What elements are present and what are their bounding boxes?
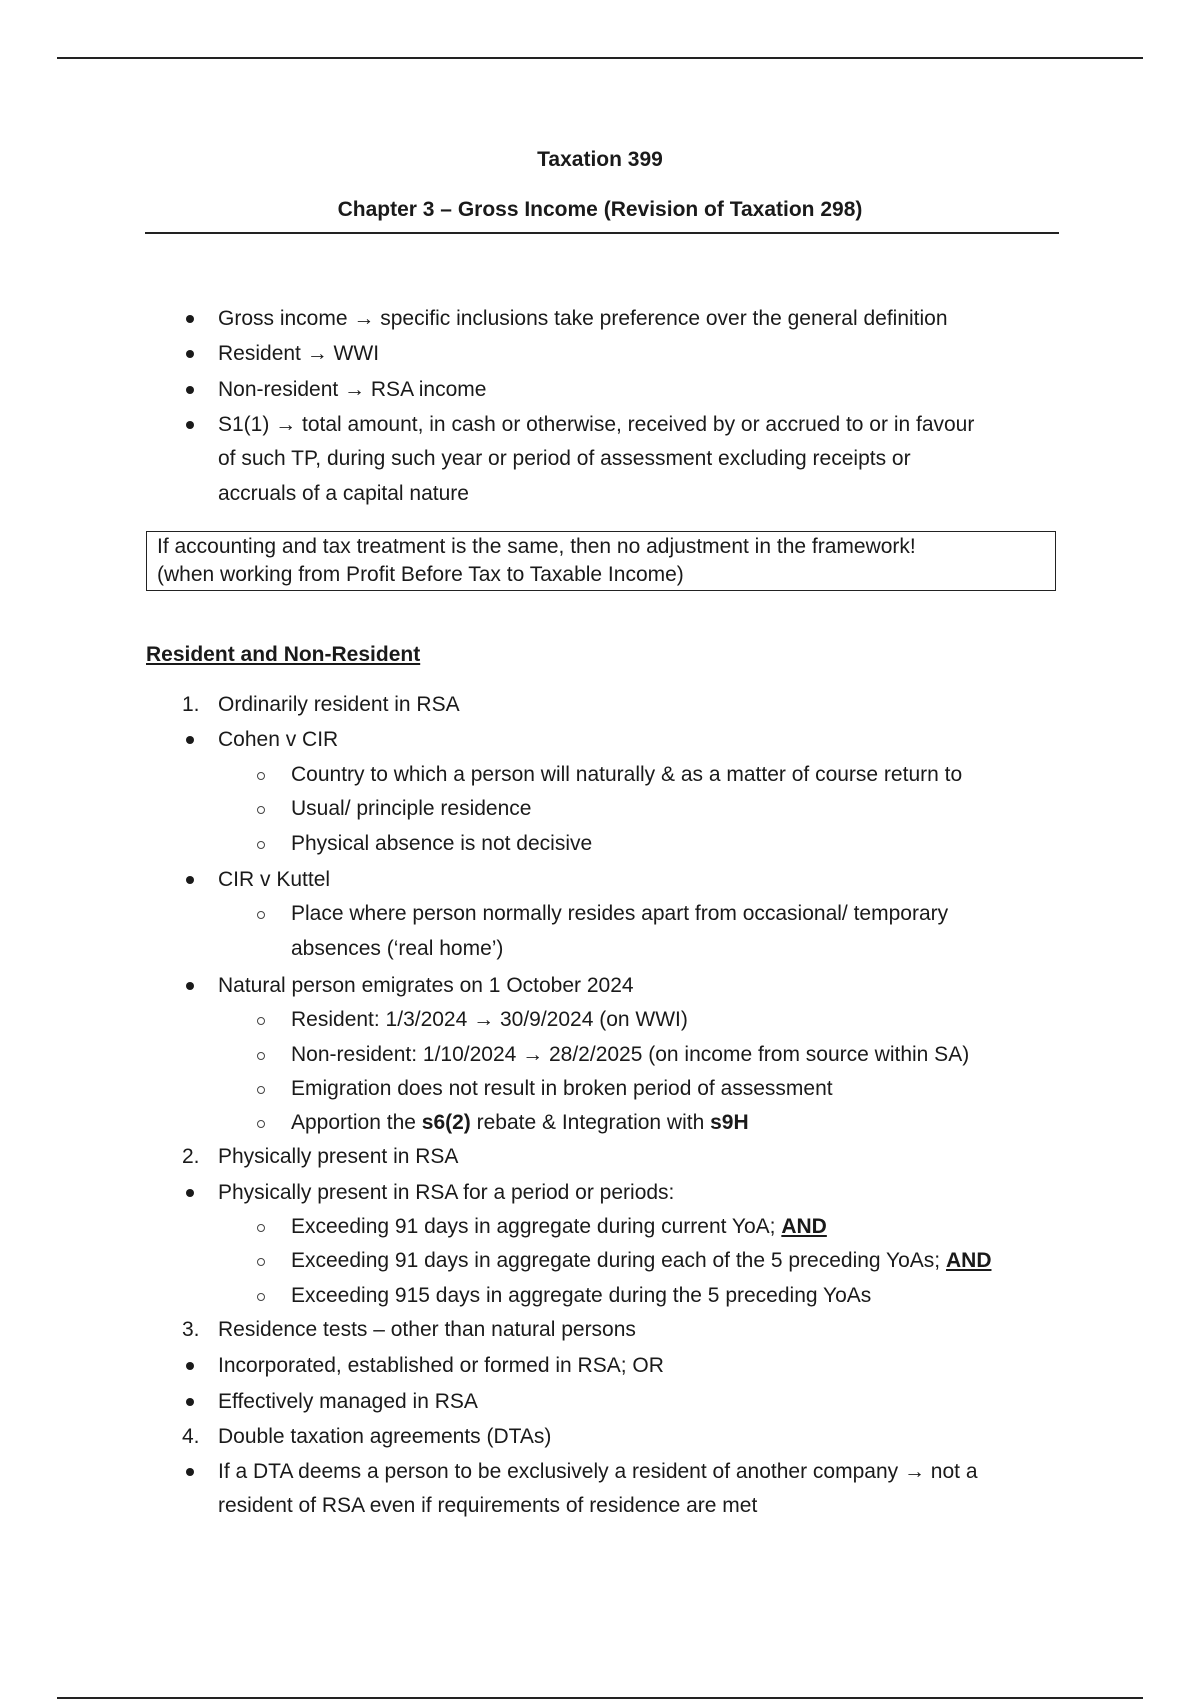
sub-list-item: Usual/ principle residence (291, 797, 532, 820)
intro-bullet-non-resident: Non-resident → RSA income (218, 378, 487, 401)
list-number: 1. (182, 693, 200, 716)
bullet-marker (186, 315, 194, 323)
sub-bullet-marker (257, 1224, 265, 1232)
note-box (146, 531, 1056, 591)
bullet-marker (186, 386, 194, 394)
intro-bullet-gross-income: Gross income → specific inclusions take preference over the general definition (218, 307, 948, 330)
sub-bullet-marker (257, 1017, 265, 1025)
list-item: Residence tests – other than natural persons (218, 1318, 636, 1341)
intro-bullet-resident: Resident → WWI (218, 342, 380, 365)
list-number: 3. (182, 1318, 200, 1341)
sub-bullet-marker (257, 1052, 265, 1060)
bullet-marker (186, 1362, 194, 1370)
title-underline (145, 232, 1059, 234)
page-bottom-rule (57, 1697, 1143, 1699)
bullet-marker (186, 350, 194, 358)
sub-list-item: Resident: 1/3/2024 → 30/9/2024 (on WWI) (291, 1008, 688, 1031)
sub-bullet-marker (257, 1258, 265, 1266)
document-title: Taxation 399 (537, 148, 663, 171)
bullet-marker (186, 1398, 194, 1406)
sub-list-item: Non-resident: 1/10/2024 → 28/2/2025 (on income from source within SA) (291, 1043, 970, 1066)
sub-list-item: Physical absence is not decisive (291, 832, 593, 855)
list-item: CIR v Kuttel (218, 868, 331, 891)
text-segment: Exceeding 91 days in aggregate during current YoA; (291, 1215, 782, 1238)
text-segment: Exceeding 91 days in aggregate during each of the 5 preceding YoAs; (291, 1249, 946, 1272)
sub-bullet-marker (257, 806, 265, 814)
list-item: Physically present in RSA (218, 1145, 459, 1168)
sub-list-item (291, 1214, 827, 1240)
sub-bullet-marker (257, 1120, 265, 1128)
sub-bullet-marker (257, 772, 265, 780)
list-item: Double taxation agreements (DTAs) (218, 1425, 552, 1448)
list-item: Physically present in RSA for a period or periods: (218, 1181, 675, 1204)
sub-list-item: Emigration does not result in broken period of assessment (291, 1077, 833, 1100)
text-segment: rebate & Integration with (470, 1111, 711, 1134)
list-number: 4. (182, 1425, 200, 1448)
sub-list-item (291, 1248, 991, 1274)
sub-list-item: Exceeding 915 days in aggregate during the 5 preceding YoAs (291, 1284, 872, 1307)
list-item: Natural person emigrates on 1 October 2024 (218, 974, 634, 997)
sub-list-item: Place where person normally resides apart from occasional/ temporary (291, 902, 949, 925)
section-ref-s9h: s9H (710, 1111, 749, 1134)
section-heading: Resident and Non-Resident (146, 643, 421, 666)
bullet-marker (186, 1468, 194, 1476)
list-item: Incorporated, established or formed in RSA; OR (218, 1354, 664, 1377)
sub-list-item-continued: absences (‘real home’) (291, 937, 504, 960)
note-box-line: If accounting and tax treatment is the same, then no adjustment in the framework! (157, 535, 916, 558)
bullet-marker (186, 982, 194, 990)
sub-list-item: Country to which a person will naturally & as a matter of course return to (291, 763, 963, 786)
page-top-rule (57, 57, 1143, 59)
list-item: If a DTA deems a person to be exclusively a resident of another company → not a (218, 1460, 978, 1483)
intro-bullet-s1: S1(1) → total amount, in cash or otherwise, received by or accrued to or in favour (218, 413, 975, 436)
and-emphasis: AND (781, 1215, 827, 1238)
text-segment: Apportion the (291, 1111, 422, 1134)
bullet-marker (186, 421, 194, 429)
bullet-marker (186, 876, 194, 884)
list-number: 2. (182, 1145, 200, 1168)
intro-bullet-s1-continued: of such TP, during such year or period of assessment excluding receipts or (218, 447, 911, 470)
intro-bullet-s1-continued: accruals of a capital nature (218, 482, 469, 505)
list-item: Ordinarily resident in RSA (218, 693, 460, 716)
sub-list-item (291, 1110, 749, 1136)
bullet-marker (186, 736, 194, 744)
sub-bullet-marker (257, 911, 265, 919)
sub-bullet-marker (257, 841, 265, 849)
list-item-continued: resident of RSA even if requirements of residence are met (218, 1494, 758, 1517)
list-item: Cohen v CIR (218, 728, 339, 751)
sub-bullet-marker (257, 1293, 265, 1301)
bullet-marker (186, 1189, 194, 1197)
note-box-line: (when working from Profit Before Tax to Taxable Income) (157, 563, 684, 586)
sub-bullet-marker (257, 1086, 265, 1094)
list-item: Effectively managed in RSA (218, 1390, 478, 1413)
section-ref-s6-2: s6(2) (421, 1111, 471, 1134)
chapter-title: Chapter 3 – Gross Income (Revision of Taxation 298) (337, 198, 863, 221)
and-emphasis: AND (945, 1249, 992, 1272)
